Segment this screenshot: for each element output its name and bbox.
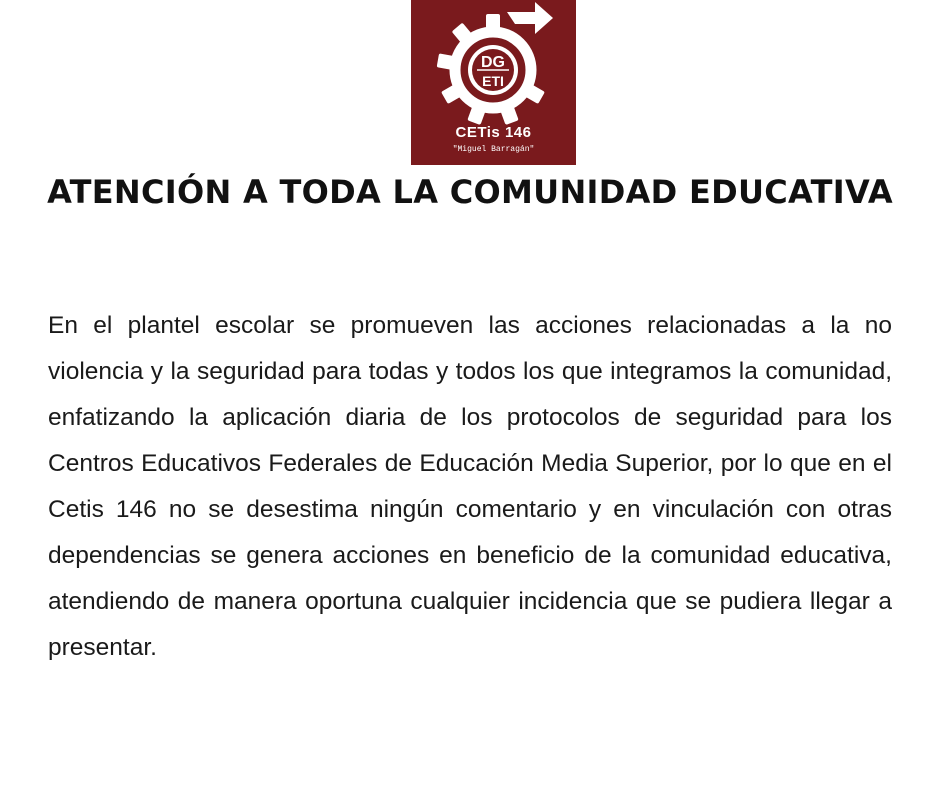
school-name: CETis 146 xyxy=(455,124,532,141)
logo-acronym-top: DG xyxy=(481,54,505,71)
school-subtitle: "Miguel Barragán" xyxy=(452,145,535,154)
gear-icon xyxy=(411,0,576,125)
announcement-body: En el plantel escolar se promueven las acciones relacionadas a la no violencia y la seguridad para todas y todos los que integramos la comunidad, enfatizando la aplicación diaria de los protocolos de seguridad para los Centros Educativos Federales de Educación Media Superior, por lo que en el Cetis 146 no se desestima ningún comentario y en vinculación con otras dependencias se genera acciones en beneficio de la comunidad educativa, atendiendo de manera oportuna cualquier incidencia que se pudiera llegar a presentar. xyxy=(48,312,892,661)
page-title: ATENCIÓN A TODA LA COMUNIDAD EDUCATIVA xyxy=(47,173,893,211)
logo-acronym-bottom: ETI xyxy=(482,73,504,89)
school-logo xyxy=(411,0,576,165)
arrow-icon xyxy=(507,2,553,34)
